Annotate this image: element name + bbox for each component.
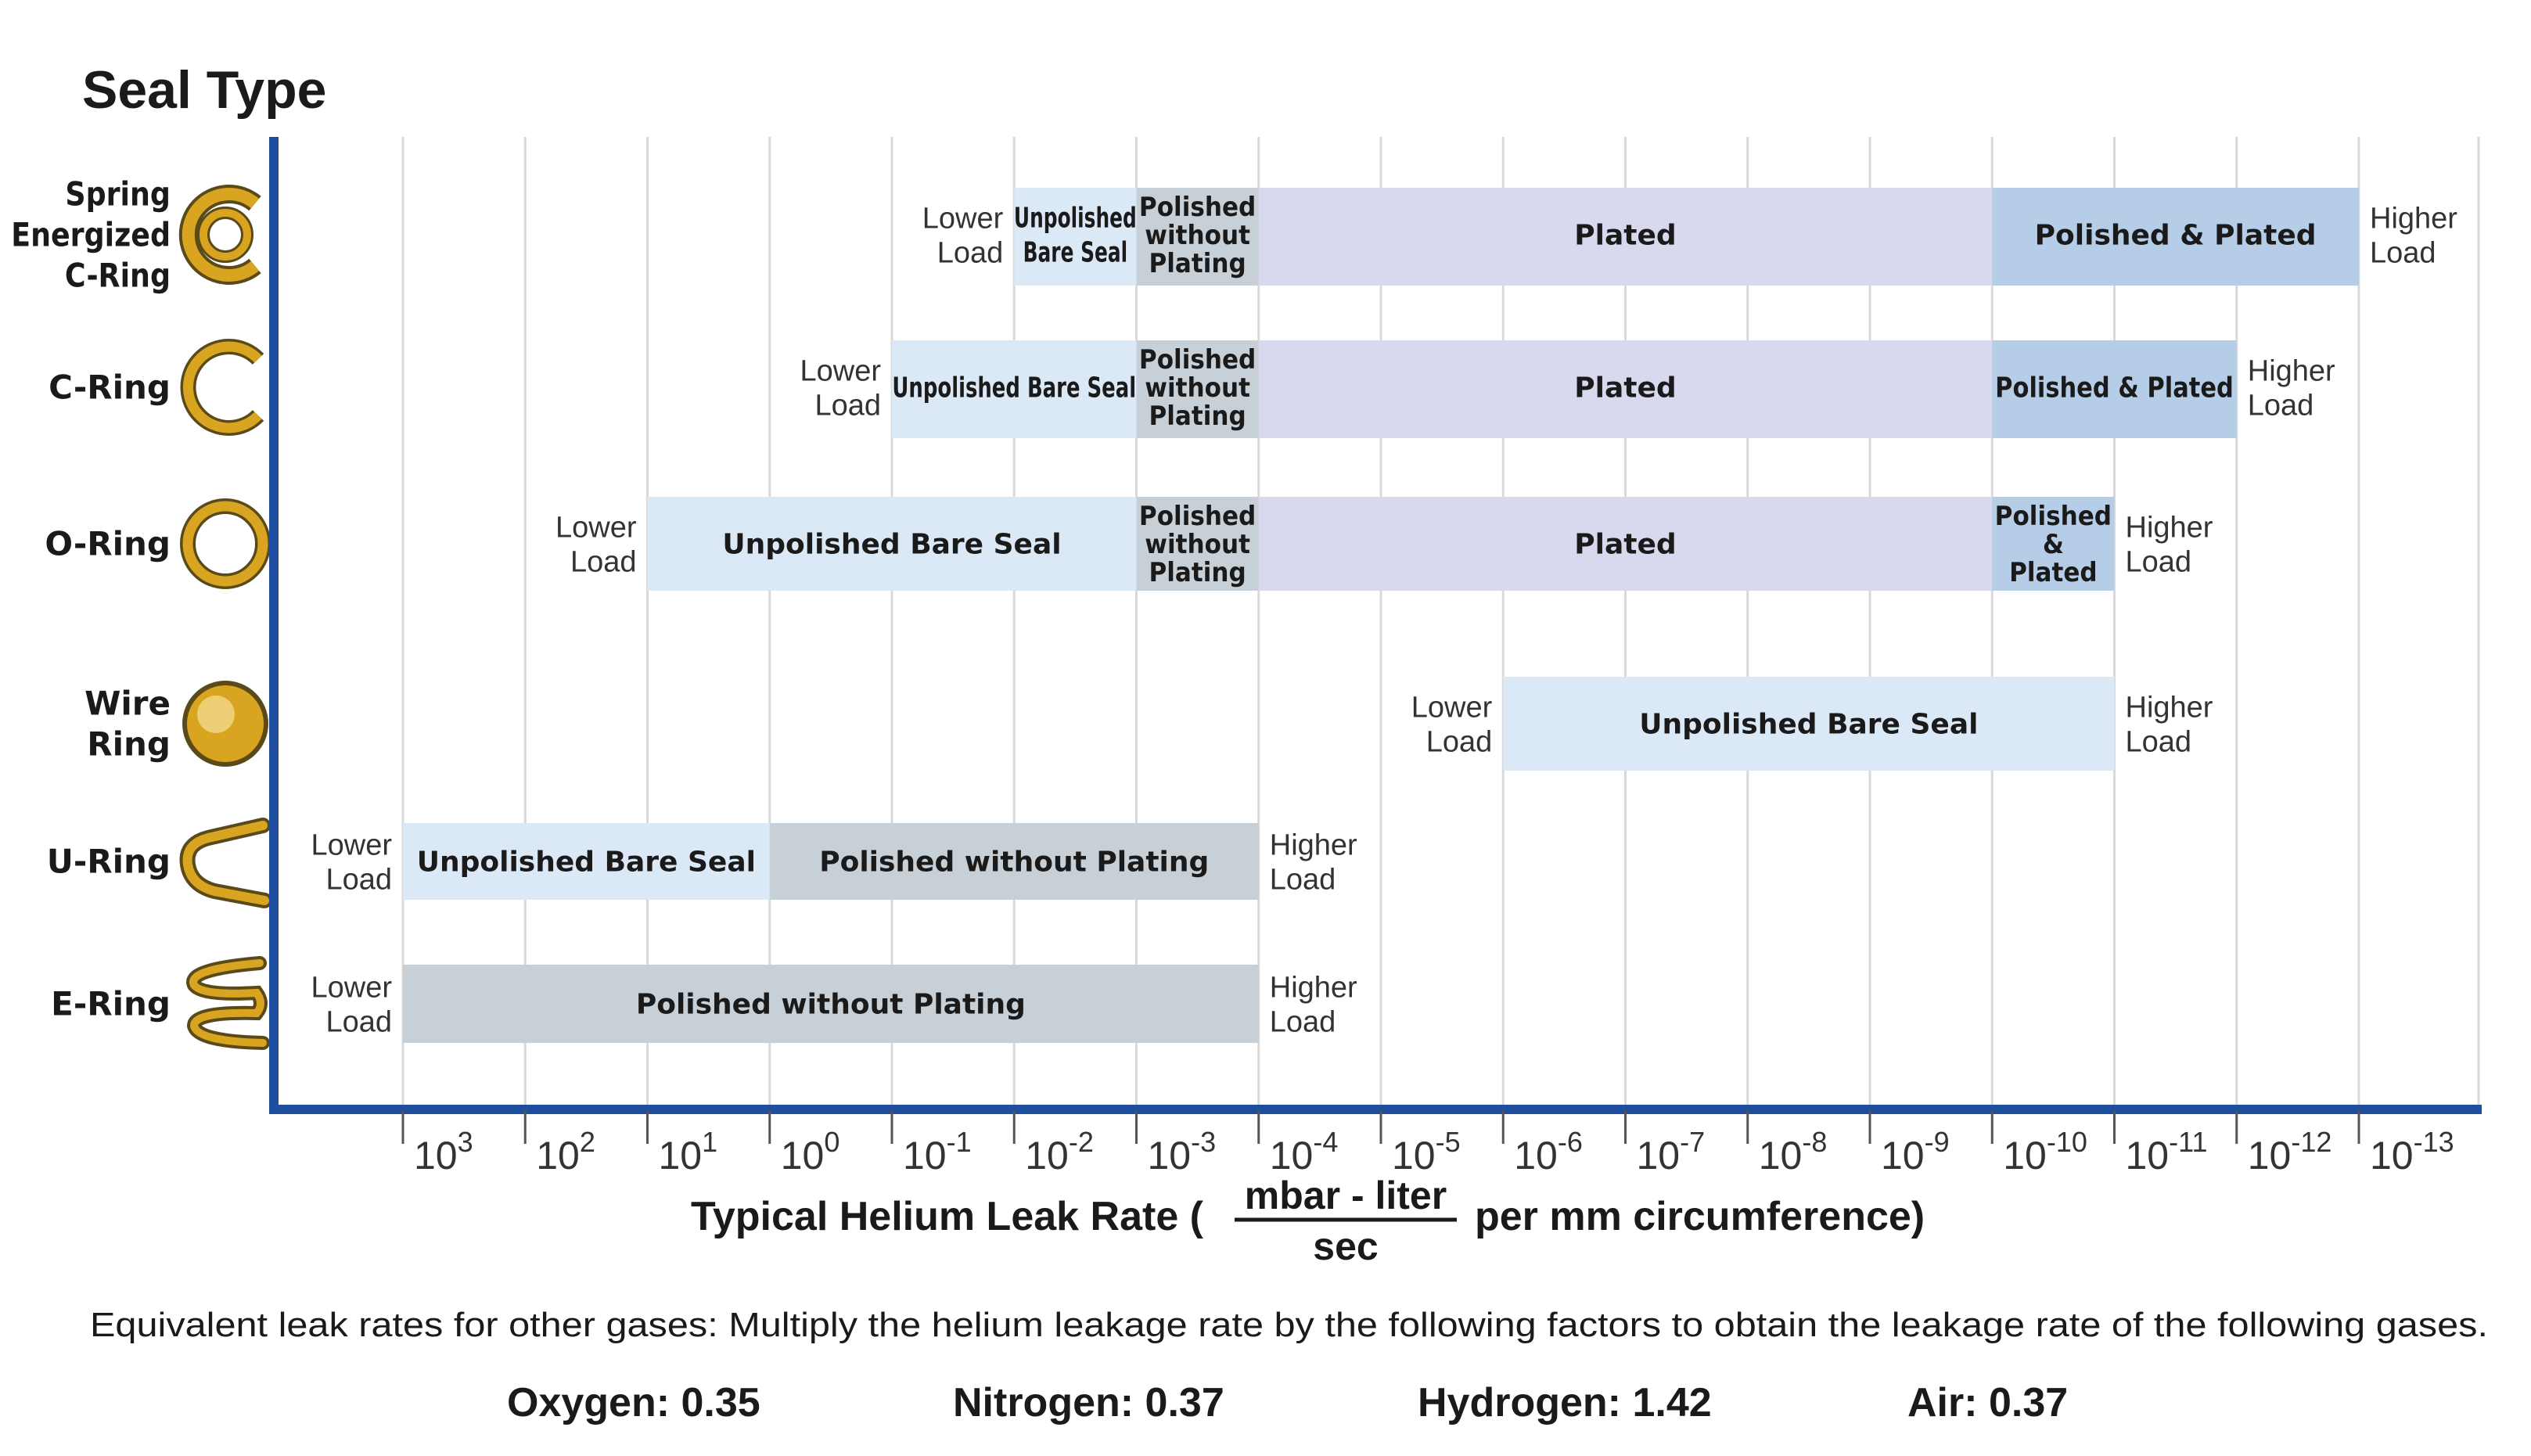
higher-load-label: Higher Load (2247, 354, 2335, 422)
x-tick-label: $10^{-12}$ (2247, 1126, 2332, 1177)
higher-load-label: Higher Load (2125, 511, 2213, 579)
x-tick-label: $10^2$ (536, 1126, 595, 1177)
x-tick-label: $10^{-11}$ (2125, 1126, 2208, 1177)
o-ring-icon (188, 506, 263, 581)
wire-ring-icon (185, 683, 266, 764)
bar-segment-label: Polished without Plating (1138, 500, 1257, 588)
x-tick-label: $10^3$ (414, 1126, 473, 1177)
u-ring-icon (188, 825, 264, 901)
x-axis-label-denominator: sec (1313, 1224, 1379, 1268)
bar-segment-label: Polished without Plating (1138, 191, 1257, 279)
higher-load-label: Higher Load (1269, 971, 1357, 1039)
seal-type-label: U-Ring (46, 842, 171, 881)
higher-load-label: Higher Load (2370, 202, 2457, 270)
bar-segment-label: Unpolished Bare Seal (892, 372, 1137, 404)
lower-load-label: Lower Load (311, 829, 392, 897)
seal-bars (311, 188, 2458, 1043)
lower-load-label: Lower Load (800, 354, 881, 422)
gas-factor-oxygen: Oxygen: 0.35 (507, 1380, 760, 1425)
x-tick-label: $10^{-6}$ (1514, 1126, 1583, 1177)
bar-segment-label: Plated (1574, 528, 1677, 561)
x-axis-line (269, 1105, 2482, 1114)
seal-type-label: E-Ring (51, 984, 171, 1023)
bar-segment-label: Unpolished Bare Seal (1013, 202, 1137, 269)
lower-load-label: Lower Load (555, 511, 637, 579)
x-tick-labels (403, 1111, 2454, 1177)
gas-factor-air: Air: 0.37 (1907, 1380, 2069, 1425)
bar-segment-label: Unpolished Bare Seal (416, 846, 756, 879)
bar-segment-label: Polished without Plating (819, 846, 1210, 879)
x-axis-label-numerator: mbar - liter (1244, 1174, 1447, 1217)
x-tick-label: $10^1$ (658, 1126, 718, 1177)
seal-type-label: Spring Energized C-Ring (11, 176, 171, 296)
c-ring-icon (188, 347, 258, 428)
bar-segment-label: Polished & Plated (2034, 219, 2317, 252)
x-tick-label: $10^0$ (780, 1126, 840, 1177)
bar-segment-label: Polished & Plated (1995, 371, 2234, 404)
spring-energized-c-ring-icon (189, 194, 255, 275)
bar-segment-label: Polished & Plated (1994, 500, 2112, 588)
bar-segment-label: Unpolished Bare Seal (722, 528, 1062, 561)
gas-factor-note: Equivalent leak rates for other gases: Multiply the helium leakage rate by the following factors to obtain the leakage rate of the following gases. (90, 1306, 2488, 1344)
seal-type-label: C-Ring (49, 368, 171, 407)
x-tick-label: $10^{-5}$ (1392, 1126, 1461, 1177)
bar-segment-label: Unpolished Bare Seal (1639, 708, 1979, 741)
x-tick-label: $10^{-2}$ (1025, 1126, 1094, 1177)
seal-type-label: Wire Ring (84, 684, 171, 764)
seal-type-labels (11, 176, 171, 1023)
x-axis-label (691, 1174, 1925, 1268)
chart-title: Seal Type (82, 60, 327, 120)
x-tick-label: $10^{-8}$ (1758, 1126, 1828, 1177)
gas-factor-hydrogen: Hydrogen: 1.42 (1418, 1380, 1712, 1425)
x-tick-label: $10^{-1}$ (903, 1126, 972, 1177)
e-ring-icon (193, 963, 263, 1043)
x-tick-label: $10^{-13}$ (2370, 1126, 2454, 1177)
higher-load-label: Higher Load (1269, 829, 1357, 897)
gas-factor-nitrogen: Nitrogen: 0.37 (953, 1380, 1224, 1425)
x-tick-label: $10^{-3}$ (1147, 1126, 1217, 1177)
lower-load-label: Lower Load (1411, 691, 1493, 759)
x-tick-label: $10^{-4}$ (1269, 1126, 1339, 1177)
bar-segment-label: Plated (1574, 372, 1677, 404)
seal-icons (185, 194, 266, 1043)
bar-segment-label: Polished without Plating (635, 988, 1026, 1021)
y-axis-line (269, 137, 279, 1109)
x-tick-label: $10^{-10}$ (2003, 1126, 2087, 1177)
x-axis-label-suffix: per mm circumference) (1475, 1194, 1925, 1239)
higher-load-label: Higher Load (2125, 691, 2213, 759)
gas-factors (507, 1380, 2068, 1425)
lower-load-label: Lower Load (922, 202, 1004, 270)
bar-segment-label: Plated (1574, 219, 1677, 252)
x-tick-label: $10^{-7}$ (1636, 1126, 1706, 1177)
seal-type-label: O-Ring (45, 524, 171, 563)
lower-load-label: Lower Load (311, 971, 392, 1039)
x-tick-label: $10^{-9}$ (1881, 1126, 1950, 1177)
x-axis-label-main: Typical Helium Leak Rate ( (690, 1194, 1203, 1239)
bar-segment-label: Polished without Plating (1138, 343, 1257, 432)
